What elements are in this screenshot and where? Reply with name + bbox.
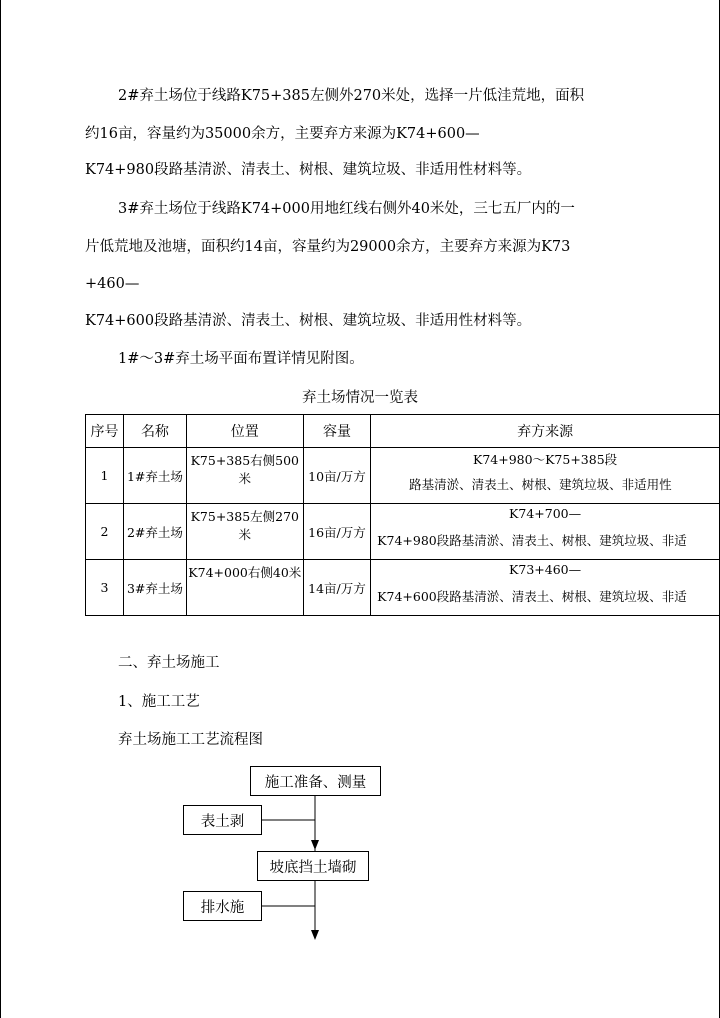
flow-step-preparation: 施工准备、测量	[250, 766, 381, 796]
cell-location: K74+000右侧40米	[186, 560, 303, 616]
paragraph-line: K74+980段路基清淤、清表土、树根、建筑垃圾、非适用性材料等。	[85, 162, 532, 178]
cell-location: K75+385右侧500米	[186, 448, 303, 504]
header-capacity: 容量	[303, 415, 370, 448]
cell-no: 1	[86, 448, 124, 504]
source-line-1: K73+460—	[509, 562, 582, 577]
paragraph-line: 约16亩，容量约为35000余方，主要弃方来源为K74+600—	[85, 126, 480, 142]
table-title: 弃土场情况一览表	[302, 390, 418, 406]
header-source: 弃方来源	[371, 415, 720, 448]
flow-step-retaining-wall: 坡底挡土墙砌	[257, 851, 369, 881]
source-line-2: K74+600段路基清淤、清表土、树根、建筑垃圾、非适	[377, 589, 687, 604]
source-line-1: K74+700—	[509, 506, 582, 521]
arrow-head-2	[311, 930, 319, 940]
cell-capacity: 14亩/万方	[303, 560, 370, 616]
header-location: 位置	[186, 415, 303, 448]
flowchart-title: 弃土场施工工艺流程图	[118, 732, 263, 748]
flow-side-drainage: 排水施	[183, 891, 262, 921]
source-line-1: K74+980～K75+385段	[473, 452, 618, 467]
source-line-2: 路基清淤、清表土、树根、建筑垃圾、非适用性	[409, 477, 672, 492]
arrow-head-1	[311, 840, 319, 850]
header-no: 序号	[86, 415, 124, 448]
paragraph-line: 1#～3#弃土场平面布置详情见附图。	[118, 351, 364, 367]
paragraph-line: 2#弃土场位于线路K75+385左侧外270米处，选择一片低洼荒地，面积	[118, 88, 585, 104]
cell-name: 3#弃土场	[124, 560, 187, 616]
paragraph-line: 3#弃土场位于线路K74+000用地红线右侧外40米处，三七五厂内的一	[118, 201, 575, 217]
source-line-2: K74+980段路基清淤、清表土、树根、建筑垃圾、非适	[377, 533, 687, 548]
section-heading: 二、弃土场施工	[118, 655, 220, 671]
subsection-heading: 1、施工工艺	[118, 694, 200, 710]
cell-no: 2	[86, 504, 124, 560]
paragraph-line: K74+600段路基清淤、清表土、树根、建筑垃圾、非适用性材料等。	[85, 313, 532, 329]
cell-name: 2#弃土场	[124, 504, 187, 560]
header-name: 名称	[124, 415, 187, 448]
paragraph-line: +460—	[85, 276, 140, 292]
flow-side-topsoil: 表土剥	[183, 805, 262, 835]
cell-location: K75+385左侧270米	[186, 504, 303, 560]
cell-capacity: 10亩/万方	[303, 448, 370, 504]
cell-name: 1#弃土场	[124, 448, 187, 504]
cell-no: 3	[86, 560, 124, 616]
cell-capacity: 16亩/万方	[303, 504, 370, 560]
paragraph-line: 片低荒地及池塘，面积约14亩，容量约为29000余方，主要弃方来源为K73	[85, 239, 571, 255]
